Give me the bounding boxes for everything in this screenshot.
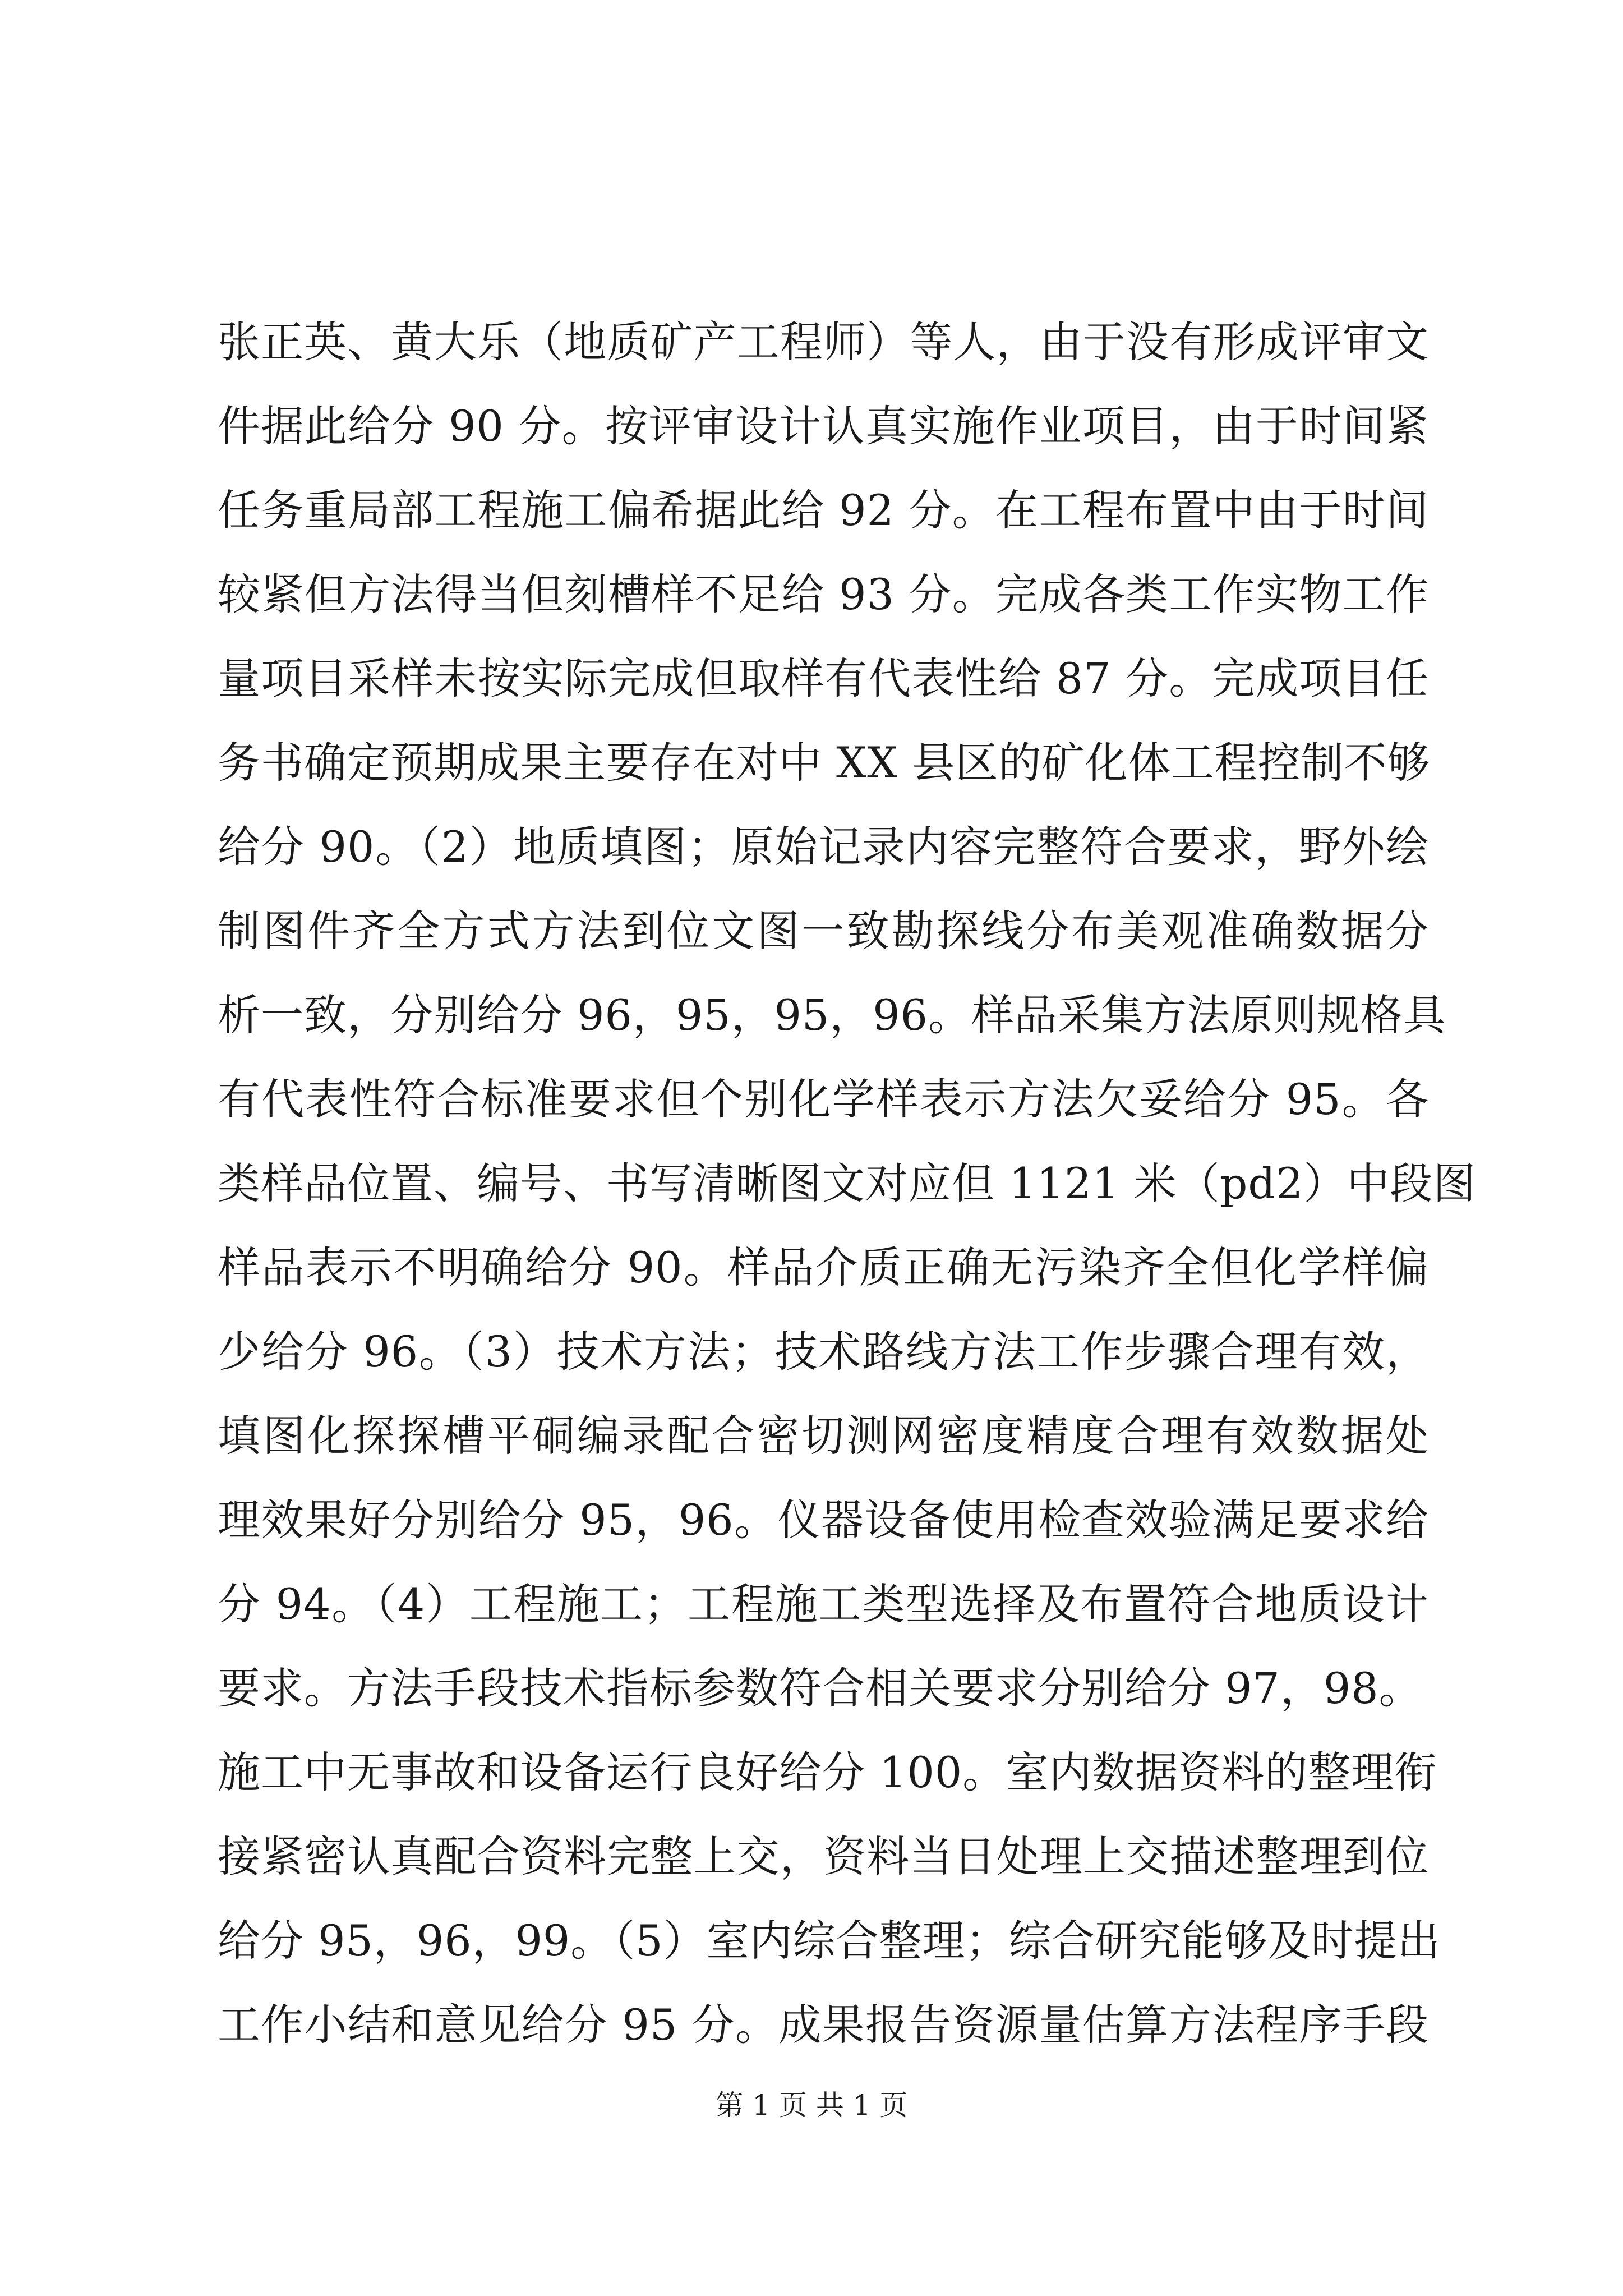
body-text xyxy=(218,300,1477,2067)
text-line: 要求。方法手段技术指标参数符合相关要求分别给分 97，98。 xyxy=(218,1663,1422,1713)
text-line: 制图件齐全方式方法到位文图一致勘探线分布美观准确数据分 xyxy=(218,906,1429,956)
text-line: 样品表示不明确给分 90。样品介质正确无污染齐全但化学样偏 xyxy=(218,1243,1429,1292)
text-line: 填图化探探槽平硐编录配合密切测网密度精度合理有效数据处 xyxy=(218,1411,1429,1461)
text-line: 给分 90。（2）地质填图；原始记录内容完整符合要求，野外绘 xyxy=(218,822,1429,872)
text-line: 施工中无事故和设备运行良好给分 100。室内数据资料的整理衔 xyxy=(218,1747,1438,1797)
text-line: 有代表性符合标准要求但个别化学样表示方法欠妥给分 95。各 xyxy=(218,1074,1429,1124)
text-line: 接紧密认真配合资料完整上交，资料当日处理上交描述整理到位 xyxy=(218,1832,1429,1881)
text-line: 较紧但方法得当但刻槽样不足给 93 分。完成各类工作实物工作 xyxy=(218,569,1429,619)
text-line: 量项目采样未按实际完成但取样有代表性给 87 分。完成项目任 xyxy=(218,654,1429,703)
text-line: 张正英、黄大乐（地质矿产工程师）等人，由于没有形成评审文 xyxy=(218,317,1429,367)
text-line: 任务重局部工程施工偏希据此给 92 分。在工程布置中由于时间 xyxy=(218,485,1429,535)
text-line: 件据此给分 90 分。按评审设计认真实施作业项目，由于时间紧 xyxy=(218,401,1429,451)
page-number-footer: 第 1 页 共 1 页 xyxy=(715,2089,908,2122)
text-line: 少给分 96。（3）技术方法；技术路线方法工作步骤合理有效， xyxy=(218,1327,1429,1377)
text-line: 理效果好分别给分 95，96。仪器设备使用检查效验满足要求给 xyxy=(218,1495,1429,1545)
text-line: 工作小结和意见给分 95 分。成果报告资源量估算方法程序手段 xyxy=(218,2000,1429,2050)
text-line: 给分 95，96，99。（5）室内综合整理；综合研究能够及时提出 xyxy=(218,1916,1441,1966)
text-line: 析一致，分别给分 96，95，95，96。样品采集方法原则规格具 xyxy=(218,990,1446,1040)
text-line: 类样品位置、编号、书写清晰图文对应但 1121 米（pd2）中段图 xyxy=(218,1158,1477,1208)
text-line: 务书确定预期成果主要存在对中 XX 县区的矿化体工程控制不够 xyxy=(218,738,1431,788)
text-line: 分 94。（4）工程施工；工程施工类型选择及布置符合地质设计 xyxy=(218,1579,1429,1629)
